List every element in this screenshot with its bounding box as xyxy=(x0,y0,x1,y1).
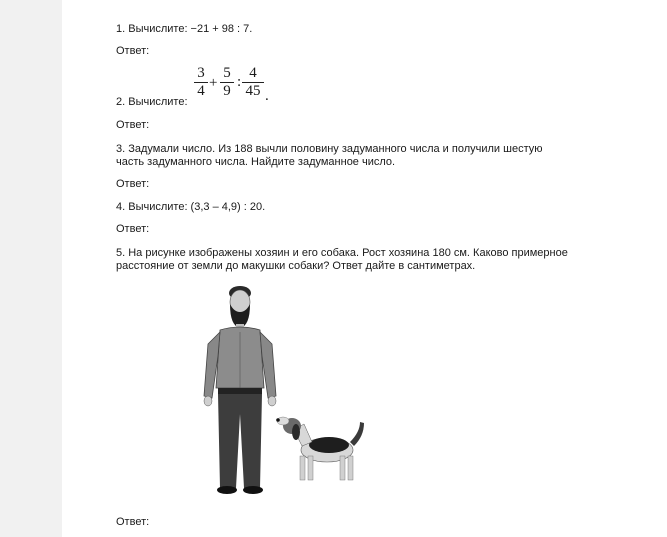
fraction-numerator: 4 xyxy=(249,65,257,81)
fraction-numerator: 3 xyxy=(197,65,205,81)
plus-sign: + xyxy=(209,75,218,91)
problem-4-text: 4. Вычислите: (3,3 – 4,9) : 20. xyxy=(116,201,266,213)
fraction-3-4 xyxy=(194,66,208,99)
problem-3-line-2: часть задуманного числа. Найдите задуманное число. xyxy=(116,156,396,168)
fraction-denominator: 4 xyxy=(197,83,205,99)
problem-2-label: 2. Вычислите: xyxy=(116,96,188,108)
problem-4-answer-label: Ответ: xyxy=(116,223,150,235)
fraction-numerator: 5 xyxy=(223,65,231,81)
fraction-5-9 xyxy=(220,66,234,99)
fraction-4-45 xyxy=(242,66,264,99)
problem-5-line-1: 5. На рисунке изображены хозяин и его собака. Рост хозяина 180 см. Каково примерное xyxy=(116,247,568,259)
problem-3-answer-label: Ответ: xyxy=(116,178,150,190)
problem-1-text: 1. Вычислите: −21 + 98 : 7. xyxy=(116,23,253,35)
fraction-denominator: 9 xyxy=(223,83,231,99)
problem-3-line-1: 3. Задумали число. Из 188 вычли половину задуманного числа и получили шестую xyxy=(116,143,543,155)
problem-5-line-2: расстояние от земли до макушки собаки? Ответ дайте в сантиметрах. xyxy=(116,260,476,272)
problem-2-answer-label: Ответ: xyxy=(116,119,150,131)
colon-sign: : xyxy=(237,74,242,90)
problem-1-answer-label: Ответ: xyxy=(116,45,150,57)
man-and-dog-figure xyxy=(174,284,426,502)
fraction-denominator: 45 xyxy=(245,83,261,99)
period-sign: . xyxy=(265,88,269,104)
problem-5-answer-label: Ответ: xyxy=(116,516,150,528)
document-page xyxy=(62,0,667,537)
